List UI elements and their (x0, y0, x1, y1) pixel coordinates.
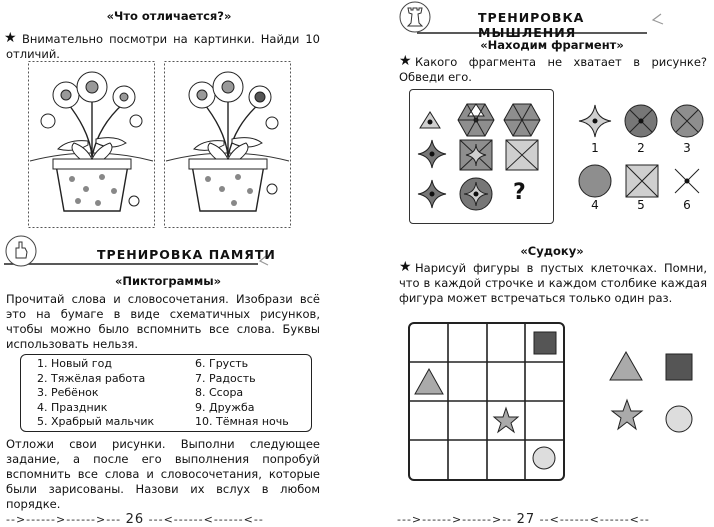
word-item: 1. Новый год (37, 357, 112, 370)
option-label: 6 (683, 198, 691, 212)
star-icon: ★ (399, 259, 412, 275)
pictograms-title: «Пиктограммы» (114, 274, 222, 288)
right-page (357, 0, 714, 526)
sudoku-grid (408, 322, 565, 481)
page-number: 26 (125, 512, 145, 527)
word-item: 4. Праздник (37, 400, 108, 414)
flower-picture-right (164, 61, 291, 228)
page-footer-left (6, 512, 264, 527)
option-label: 5 (637, 198, 645, 212)
find-fragment-title: «Находим фрагмент» (480, 38, 624, 52)
hand-icon (4, 234, 38, 268)
star-icon: ★ (4, 30, 17, 46)
flower-pot-picture (164, 61, 291, 228)
pictograms-outro: Отложи свои рисунки. Выполни следующее задание, а после его выполнения попробуй вспомнить все слова и словосочетания, которые были зарисованы. Назови их вслух в любом порядке. (6, 437, 320, 511)
word-item: 5. Храбрый мальчик (37, 415, 155, 429)
sudoku-shape-legend (605, 348, 705, 468)
fragment-puzzle-grid (410, 90, 553, 223)
option-label: 4 (591, 198, 599, 212)
sudoku-instruction: Нарисуй фигуры в пустых клеточках. Помни, что в каждой строчке и каждом столбике каждая фигура может встречаться только один раз. (399, 261, 707, 305)
section-banner-memory (0, 234, 290, 268)
word-item: 10. Тёмная ночь (195, 415, 289, 429)
word-list-box (20, 354, 312, 432)
section-banner-thinking (397, 0, 667, 40)
find-fragment-instruction: Какого фрагмента не хватает в рисунке? Обведи его. (399, 55, 707, 84)
footer-decoration: --<------<------<-- (535, 513, 650, 526)
flower-picture-left (28, 61, 155, 228)
page-number: 27 (516, 512, 536, 527)
fragment-puzzle-frame (409, 89, 554, 224)
footer-decoration: --->------>------>-- (397, 513, 517, 526)
word-item: 9. Дружба (195, 400, 255, 414)
option-label: 2 (637, 141, 645, 155)
chess-rook-icon (399, 0, 431, 34)
word-item: 8. Ссора (195, 386, 244, 400)
missing-fragment-mark: ? (513, 180, 526, 205)
word-list-left (37, 357, 154, 430)
sudoku-cells (410, 324, 563, 479)
word-item: 6. Грусть (195, 357, 249, 370)
footer-decoration: ---<------<------<-- (144, 513, 264, 526)
pictograms-intro: Прочитай слова и словосочетания. Изобрази всё это на бумаге в виде схематичных рисунков, чтобы можно было вспомнить все слова. Буквы использовать нельзя. (6, 292, 320, 351)
left-page (0, 0, 357, 526)
spot-difference-title: «Что отличается?» (106, 9, 232, 23)
page-footer-right (397, 512, 650, 527)
word-item: 7. Радость (195, 371, 256, 385)
word-item: 2. Тяжёлая работа (37, 371, 146, 385)
spot-difference-instruction: Внимательно посмотри на картинки. Найди 10 отличий. (6, 32, 320, 61)
star-icon: ★ (399, 53, 412, 69)
flower-pot-picture (28, 61, 155, 228)
option-label: 1 (591, 141, 599, 155)
banner-thinking-label: ТРЕНИРОВКА МЫШЛЕНИЯ (478, 10, 585, 40)
option-label: 3 (683, 141, 691, 155)
word-item: 3. Ребёнок (37, 386, 99, 400)
banner-memory-label: ТРЕНИРОВКА ПАМЯТИ (97, 247, 276, 262)
word-list-right (195, 357, 289, 430)
sudoku-title: «Судоку» (520, 244, 584, 258)
footer-decoration: -->------>------>--- (6, 513, 126, 526)
